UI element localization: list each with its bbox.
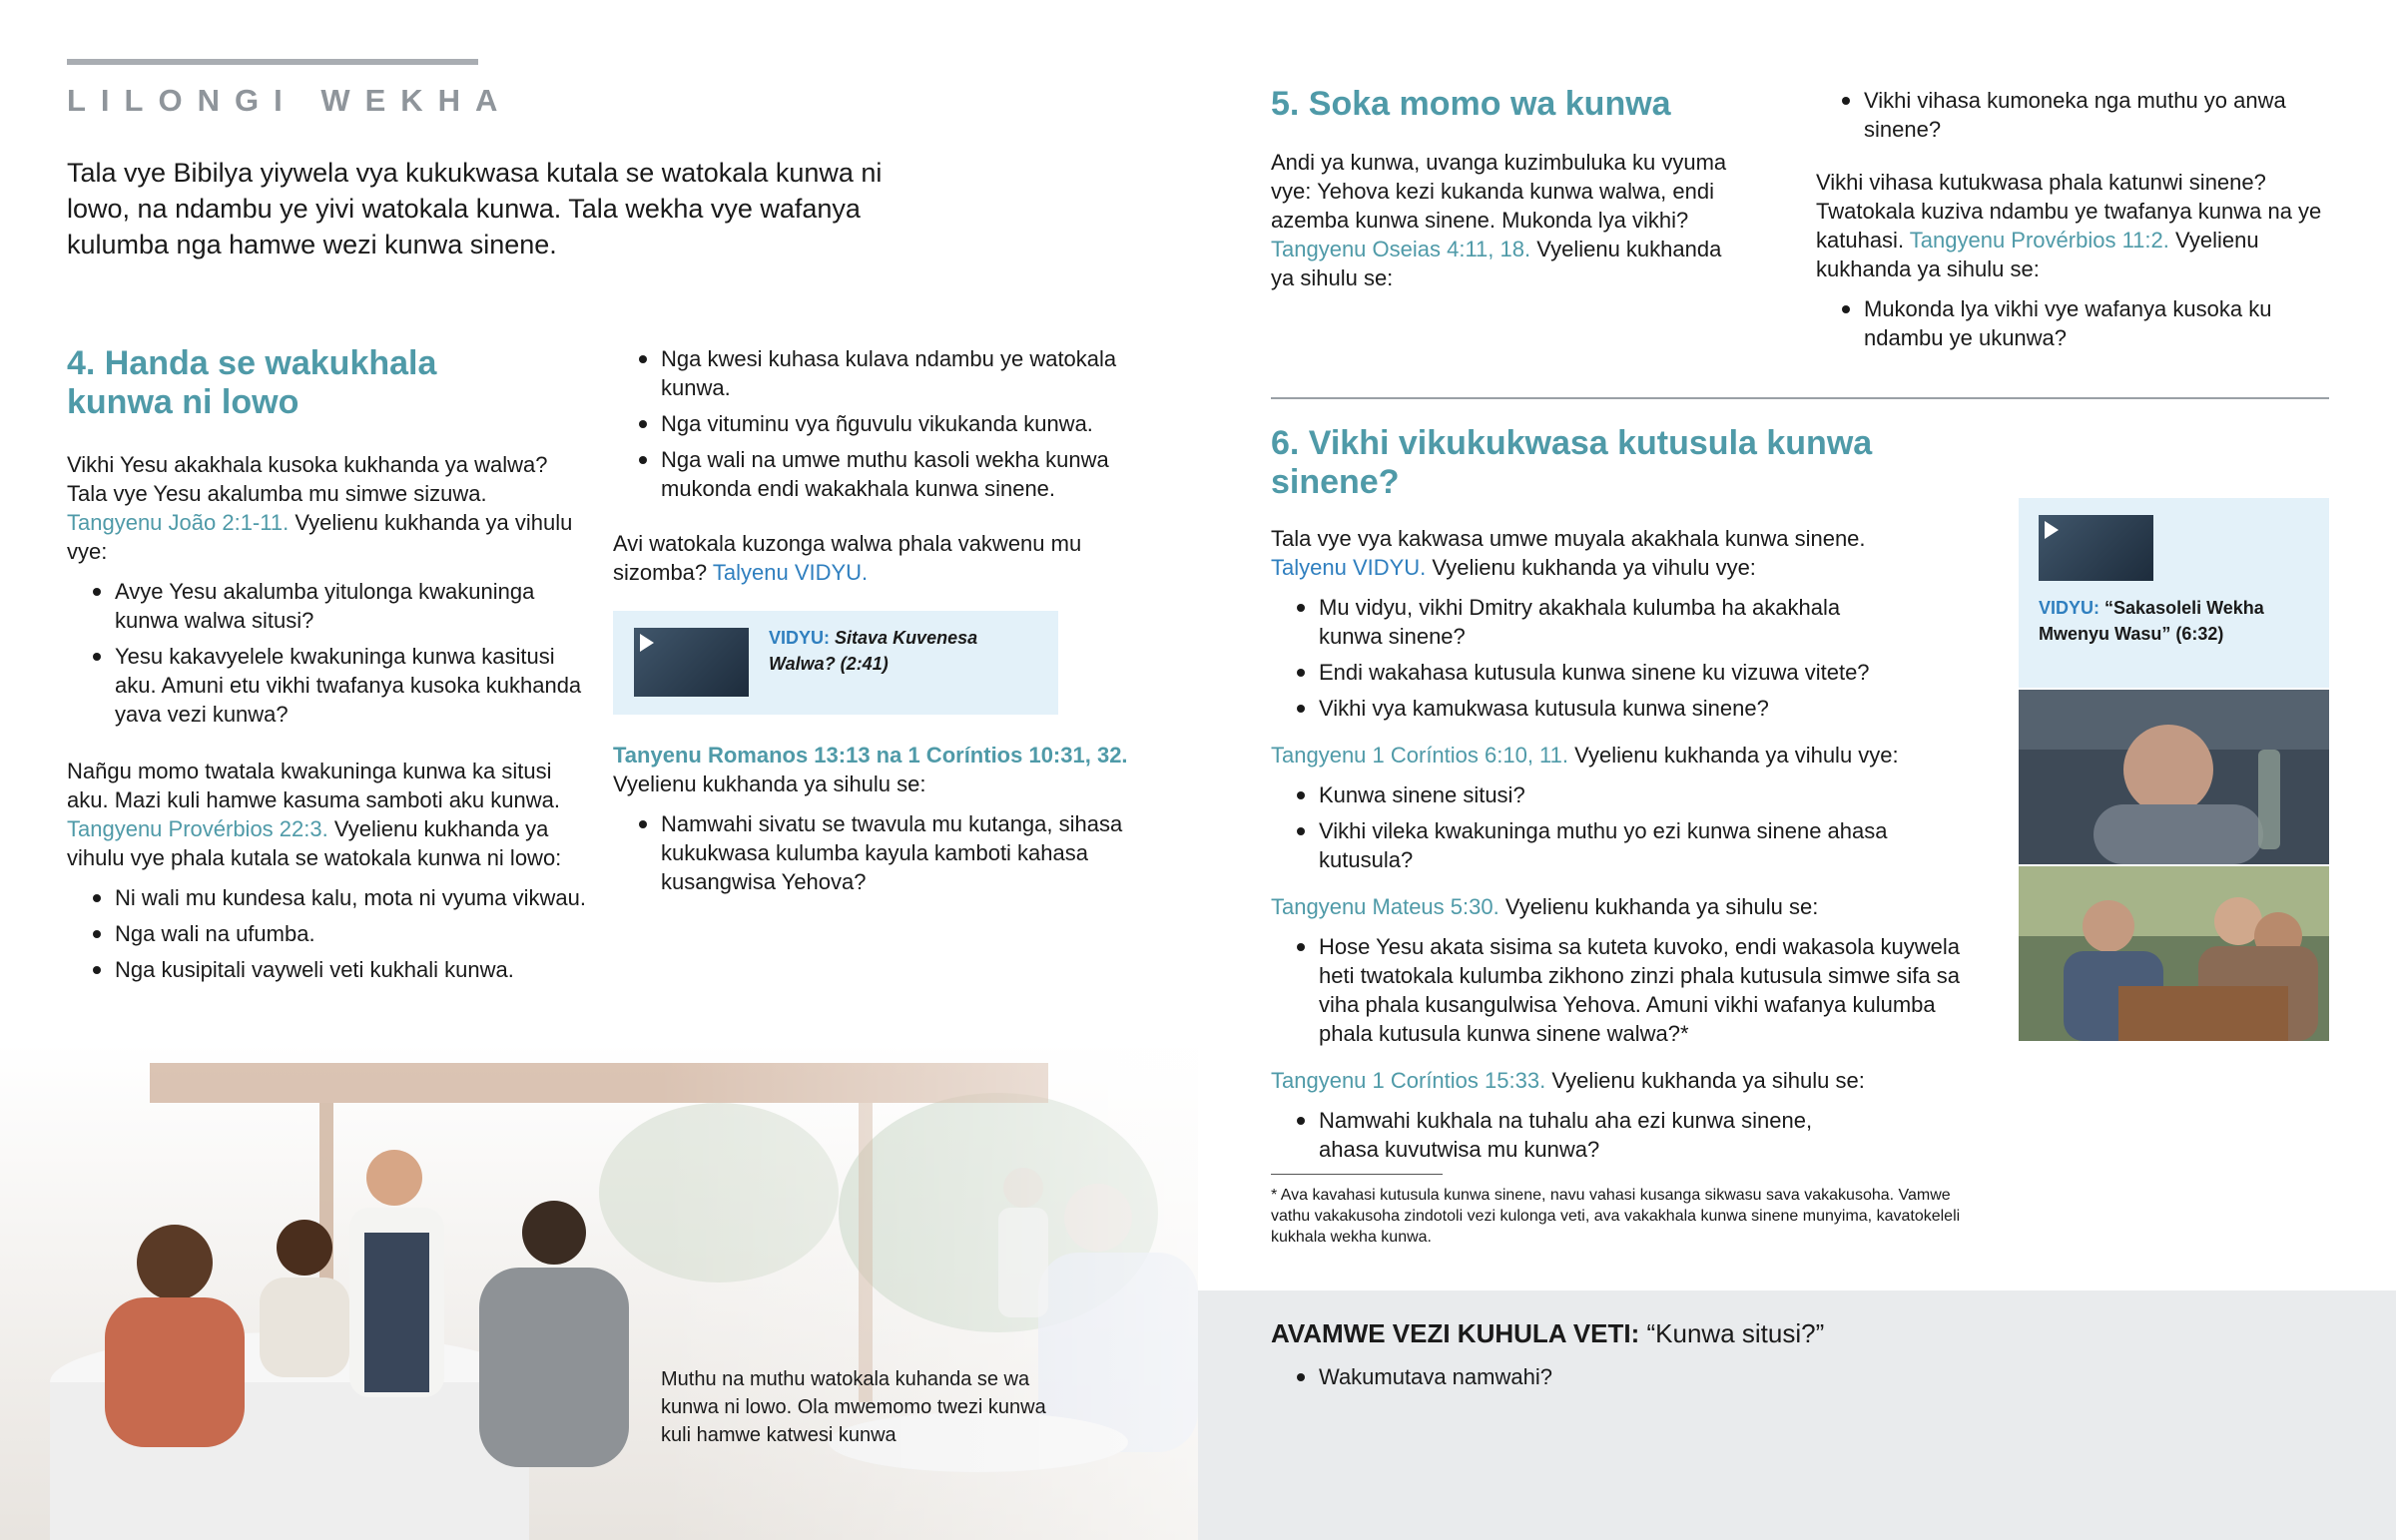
list-item: Ni wali mu kundesa kalu, mota ni vyuma vikwau. [67, 883, 586, 912]
question-list [1271, 1362, 1970, 1398]
section-6-para-4 [1271, 1066, 1990, 1095]
section-4-col1 [67, 344, 586, 991]
section-4-para-1 [67, 450, 586, 566]
scripture-link[interactable]: Tanyenu Romanos 13:13 na 1 Coríntios 10:31, 32. [613, 743, 1128, 768]
list-item: Nga kwesi kuhasa kulava ndambu ye watokala kunwa. [613, 344, 1132, 402]
section-5-title: 5. Soka momo wa kunwa [1271, 85, 1671, 123]
question-list [1271, 593, 1890, 723]
para-text: Vikhi Yesu akakhala kusoka kukhanda ya walwa? Tala vye Yesu akalumba mu simwe sizuwa. [67, 452, 548, 506]
list-item: Yesu kakavyelele kwakuninga kunwa kasitusi aku. Amuni etu vikhi twafanya kusoka kukhanda yava vezi kunwa? [67, 642, 586, 729]
video-card[interactable] [613, 611, 1058, 715]
section-divider [1271, 397, 2329, 399]
question-list [1816, 294, 2335, 352]
section-6-para-2 [1271, 741, 1990, 770]
question-list [67, 577, 586, 729]
video-thumbnail[interactable] [634, 628, 749, 697]
scripture-link[interactable]: Tangyenu 1 Coríntios 15:33. [1271, 1068, 1546, 1093]
question-list [1271, 932, 1982, 1048]
list-item: Nga vituminu vya ñguvulu vikukanda kunwa. [613, 409, 1132, 438]
para-text: Andi ya kunwa, uvanga kuzimbuluka ku vyuma vye: Yehova kezi kukanda kunwa walwa, endi azemba kunwa sinene. Mukonda lya vikhi? [1271, 150, 1727, 233]
list-item: Namwahi kukhala na tuhalu aha ezi kunwa sinene, ahasa kuvutwisa mu kunwa? [1271, 1106, 1830, 1164]
video-label: VIDYU: [2039, 598, 2100, 618]
section-4-para-2 [67, 757, 586, 872]
para-text: Vyelienu kukhanda ya sihulu se: [1551, 1068, 1865, 1093]
list-item: Nga kusipitali vayweli veti kukhali kunwa. [67, 955, 586, 984]
video-label: VIDYU: [769, 628, 831, 648]
illustration-caption: Muthu na muthu watokala kuhanda se wa kunwa ni lowo. Ola mwemomo twezi kunwa kuli hamwe katwesi kunwa [661, 1368, 1046, 1446]
section-5-para-2 [1816, 168, 2335, 283]
discussion-quote: “Kunwa situsi?” [1646, 1318, 1825, 1348]
list-item: Vikhi vileka kwakuninga muthu yo ezi kunwa sinene ahasa kutusula? [1271, 816, 1890, 874]
para-text: Avi watokala kuzonga walwa phala vakwenu mu sizomba? [613, 531, 1082, 585]
list-item: Endi wakahasa kutusula kunwa sinene ku vizuwa vitete? [1271, 658, 1890, 687]
dining-illustration [0, 1043, 1198, 1540]
scripture-link[interactable]: Tangyenu Provérbios 22:3. [67, 816, 328, 841]
list-item: Nga wali na umwe muthu kasoli wekha kunwa mukonda endi wakakhala kunwa sinene. [613, 445, 1132, 503]
section-6-title: 6. Vikhi vikukukwasa kutusula kunwa sinene? [1271, 424, 1873, 501]
scripture-link[interactable]: Tangyenu João 2:1-11. [67, 510, 290, 535]
section-4-para-4 [613, 741, 1132, 798]
video-card[interactable] [2019, 498, 2329, 688]
footnote-rule [1271, 1174, 1443, 1175]
para-text: Vyelienu kukhanda ya sihulu se: [1504, 894, 1819, 919]
discussion-heading-label: AVAMWE VEZI KUHULA VETI: [1271, 1318, 1640, 1348]
list-item: Kunwa sinene situsi? [1271, 780, 1890, 809]
question-list [1816, 86, 2335, 144]
para-text: Vyelienu kukhanda ya vihulu vye phala kutala se watokala kunwa ni lowo: [67, 816, 562, 870]
section-6-para-3 [1271, 892, 1990, 921]
footnote: * Ava kavahasi kutusula kunwa sinene, navu vahasi kusanga sikwasu sava vakakusoha. Vamwe vathu vakakusoha zindotoli vezi kulonga veti, ava vakakhala kunwa sinene munyima, kavatokeleli kukhala wekha kunwa. [1271, 1187, 1961, 1246]
list-item: Mu vidyu, vikhi Dmitry akakhala kulumba ha akakhala kunwa sinene? [1271, 593, 1890, 651]
section-4-para-3 [613, 529, 1132, 587]
para-text: Tala vye vya kakwasa umwe muyala akakhala kunwa sinene. [1271, 526, 1866, 551]
list-item: Hose Yesu akata sisima sa kuteta kuvoko, endi wakasola kuywela heti twatokala kulumba zikhono zinzi phala kutusula simwe sifa sa viha phala kusangulwisa Yehova. Amuni vikhi wafanya kulumba phala kutusula kunwa sinene walwa?* [1271, 932, 1982, 1048]
section-5-col1 [1271, 85, 1750, 292]
section-5-col2 [1816, 86, 2335, 359]
list-item: Vikhi vihasa kumoneka nga muthu yo anwa sinene? [1816, 86, 2335, 144]
list-item: Nga wali na ufumba. [67, 919, 586, 948]
list-item: Mukonda lya vikhi vye wafanya kusoka ku ndambu ye ukunwa? [1816, 294, 2335, 352]
section-6-para-1 [1271, 524, 1990, 582]
scripture-link[interactable]: Tangyenu 1 Coríntios 6:10, 11. [1271, 743, 1569, 768]
discussion-panel [1198, 1290, 2396, 1540]
question-list [67, 883, 586, 984]
list-item: Vikhi vya kamukwasa kutusula kunwa sinene? [1271, 694, 1890, 723]
section-5-para-1 [1271, 148, 1750, 292]
play-icon [2045, 521, 2059, 539]
para-text: Vyelienu kukhanda ya sihulu se: [1816, 228, 2259, 281]
question-list [1271, 780, 1890, 874]
para-text: Nañgu momo twatala kwakuninga kunwa ka situsi aku. Mazi kuli hamwe kasuma samboti aku kunwa. [67, 759, 560, 812]
video-thumbnail[interactable] [2039, 515, 2153, 581]
list-item: Wakumutava namwahi? [1271, 1362, 1970, 1391]
header-rule [67, 59, 478, 65]
scripture-link[interactable]: Tangyenu Mateus 5:30. [1271, 894, 1499, 919]
para-text: Vikhi vihasa kutukwasa phala katunwi sinene? Twatokala kuziva ndambu ye twafanya kunwa na ye katuhasi. [1816, 170, 2322, 253]
para-text: Vyelienu kukhanda ya vihulu vye: [1574, 743, 1899, 768]
man-drinking-photo [2019, 690, 2329, 864]
list-item: Namwahi sivatu se twavula mu kutanga, sihasa kukukwasa kulumba kayula kamboti kahasa kusangwisa Yehova? [613, 809, 1132, 896]
section-4-title-line2: kunwa ni lowo [67, 383, 300, 421]
section-4-col2 [613, 344, 1132, 903]
scripture-link[interactable]: Tangyenu Oseias 4:11, 18. [1271, 237, 1531, 261]
discussion-heading [1271, 1316, 1824, 1350]
para-text: Vyelienu kukhanda ya sihulu se: [1271, 237, 1722, 290]
video-link[interactable]: Talyenu VIDYU. [712, 560, 869, 585]
section-4-title [67, 344, 586, 422]
question-list [613, 344, 1132, 503]
video-link[interactable]: Talyenu VIDYU. [1271, 555, 1427, 580]
video-title [2039, 595, 2308, 647]
scripture-link[interactable]: Tangyenu Provérbios 11:2. [1909, 228, 2169, 253]
video-title-text: Sitava Kuvenesa Walwa? (2:41) [769, 628, 978, 674]
section-6 [1271, 424, 1990, 1248]
para-text: Vyelienu kukhanda ya sihulu se: [613, 771, 926, 796]
para-text: Vyelienu kukhanda ya vihulu vye: [1432, 555, 1756, 580]
para-text: Vyelienu kukhanda ya vihulu vye: [67, 510, 573, 564]
family-study-photo [2019, 866, 2329, 1041]
question-list [1271, 1106, 1830, 1164]
video-title-text: “Sakasoleli Wekha Mwenyu Wasu” (6:32) [2039, 598, 2264, 644]
list-item: Avye Yesu akalumba yitulonga kwakuninga kunwa walwa situsi? [67, 577, 586, 635]
section-label: LILONGI WEKHA [67, 83, 513, 118]
question-list [613, 809, 1132, 896]
section-4-title-line1: 4. Handa se wakukhala [67, 344, 437, 382]
video-title [769, 625, 1028, 677]
intro-text: Tala vye Bibilya yiywela vya kukukwasa kutala se watokala kunwa ni lowo, na ndambu ye yivi watokala kunwa. Tala wekha vye wafanya kulumba nga hamwe wezi kunwa sinene. [67, 158, 883, 259]
play-icon [640, 634, 654, 652]
